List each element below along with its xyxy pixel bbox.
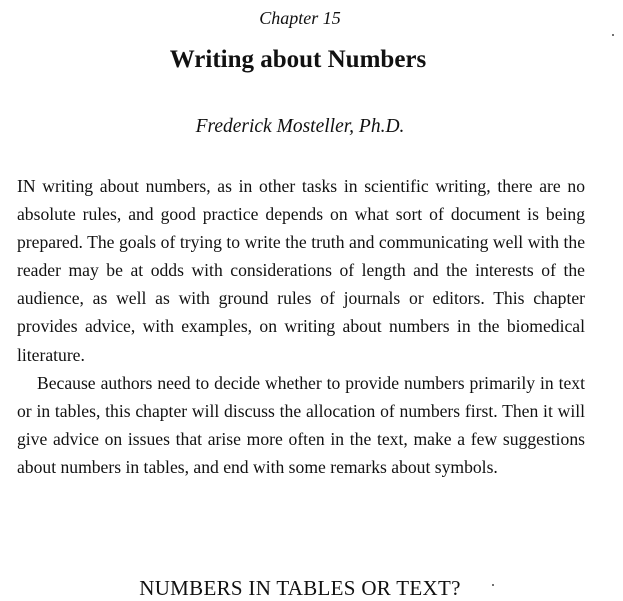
paragraph-allocation: Because authors need to decide whether to provide numbers primarily in text or in tables, this chapter will discuss the allocation of numbers first. Then it will give advice on issues that arise more often in the text, make a few suggestions about numbers in tables, and end with some remarks about symbols. xyxy=(17,372,585,477)
body-text xyxy=(17,172,585,481)
chapter-label: Chapter 15 xyxy=(259,8,341,28)
chapter-title: Writing about Numbers xyxy=(169,46,427,73)
scan-speck xyxy=(612,34,614,36)
section-heading: NUMBERS IN TABLES OR TEXT? xyxy=(139,576,461,600)
author-byline: Frederick Mosteller, Ph.D. xyxy=(195,116,405,137)
paragraph-intro: IN writing about numbers, as in other tasks in scientific writing, there are no absolute rules, and good practice depends on what sort of document is being prepared. The goals of trying to write the truth and communicating well with the reader may be at odds with considerations of length and the interests of the audience, as well as with ground rules of journals or editors. This chapter provides advice, with examples, on writing about numbers in the biomedical literature. xyxy=(17,176,585,365)
scan-speck xyxy=(492,584,494,586)
